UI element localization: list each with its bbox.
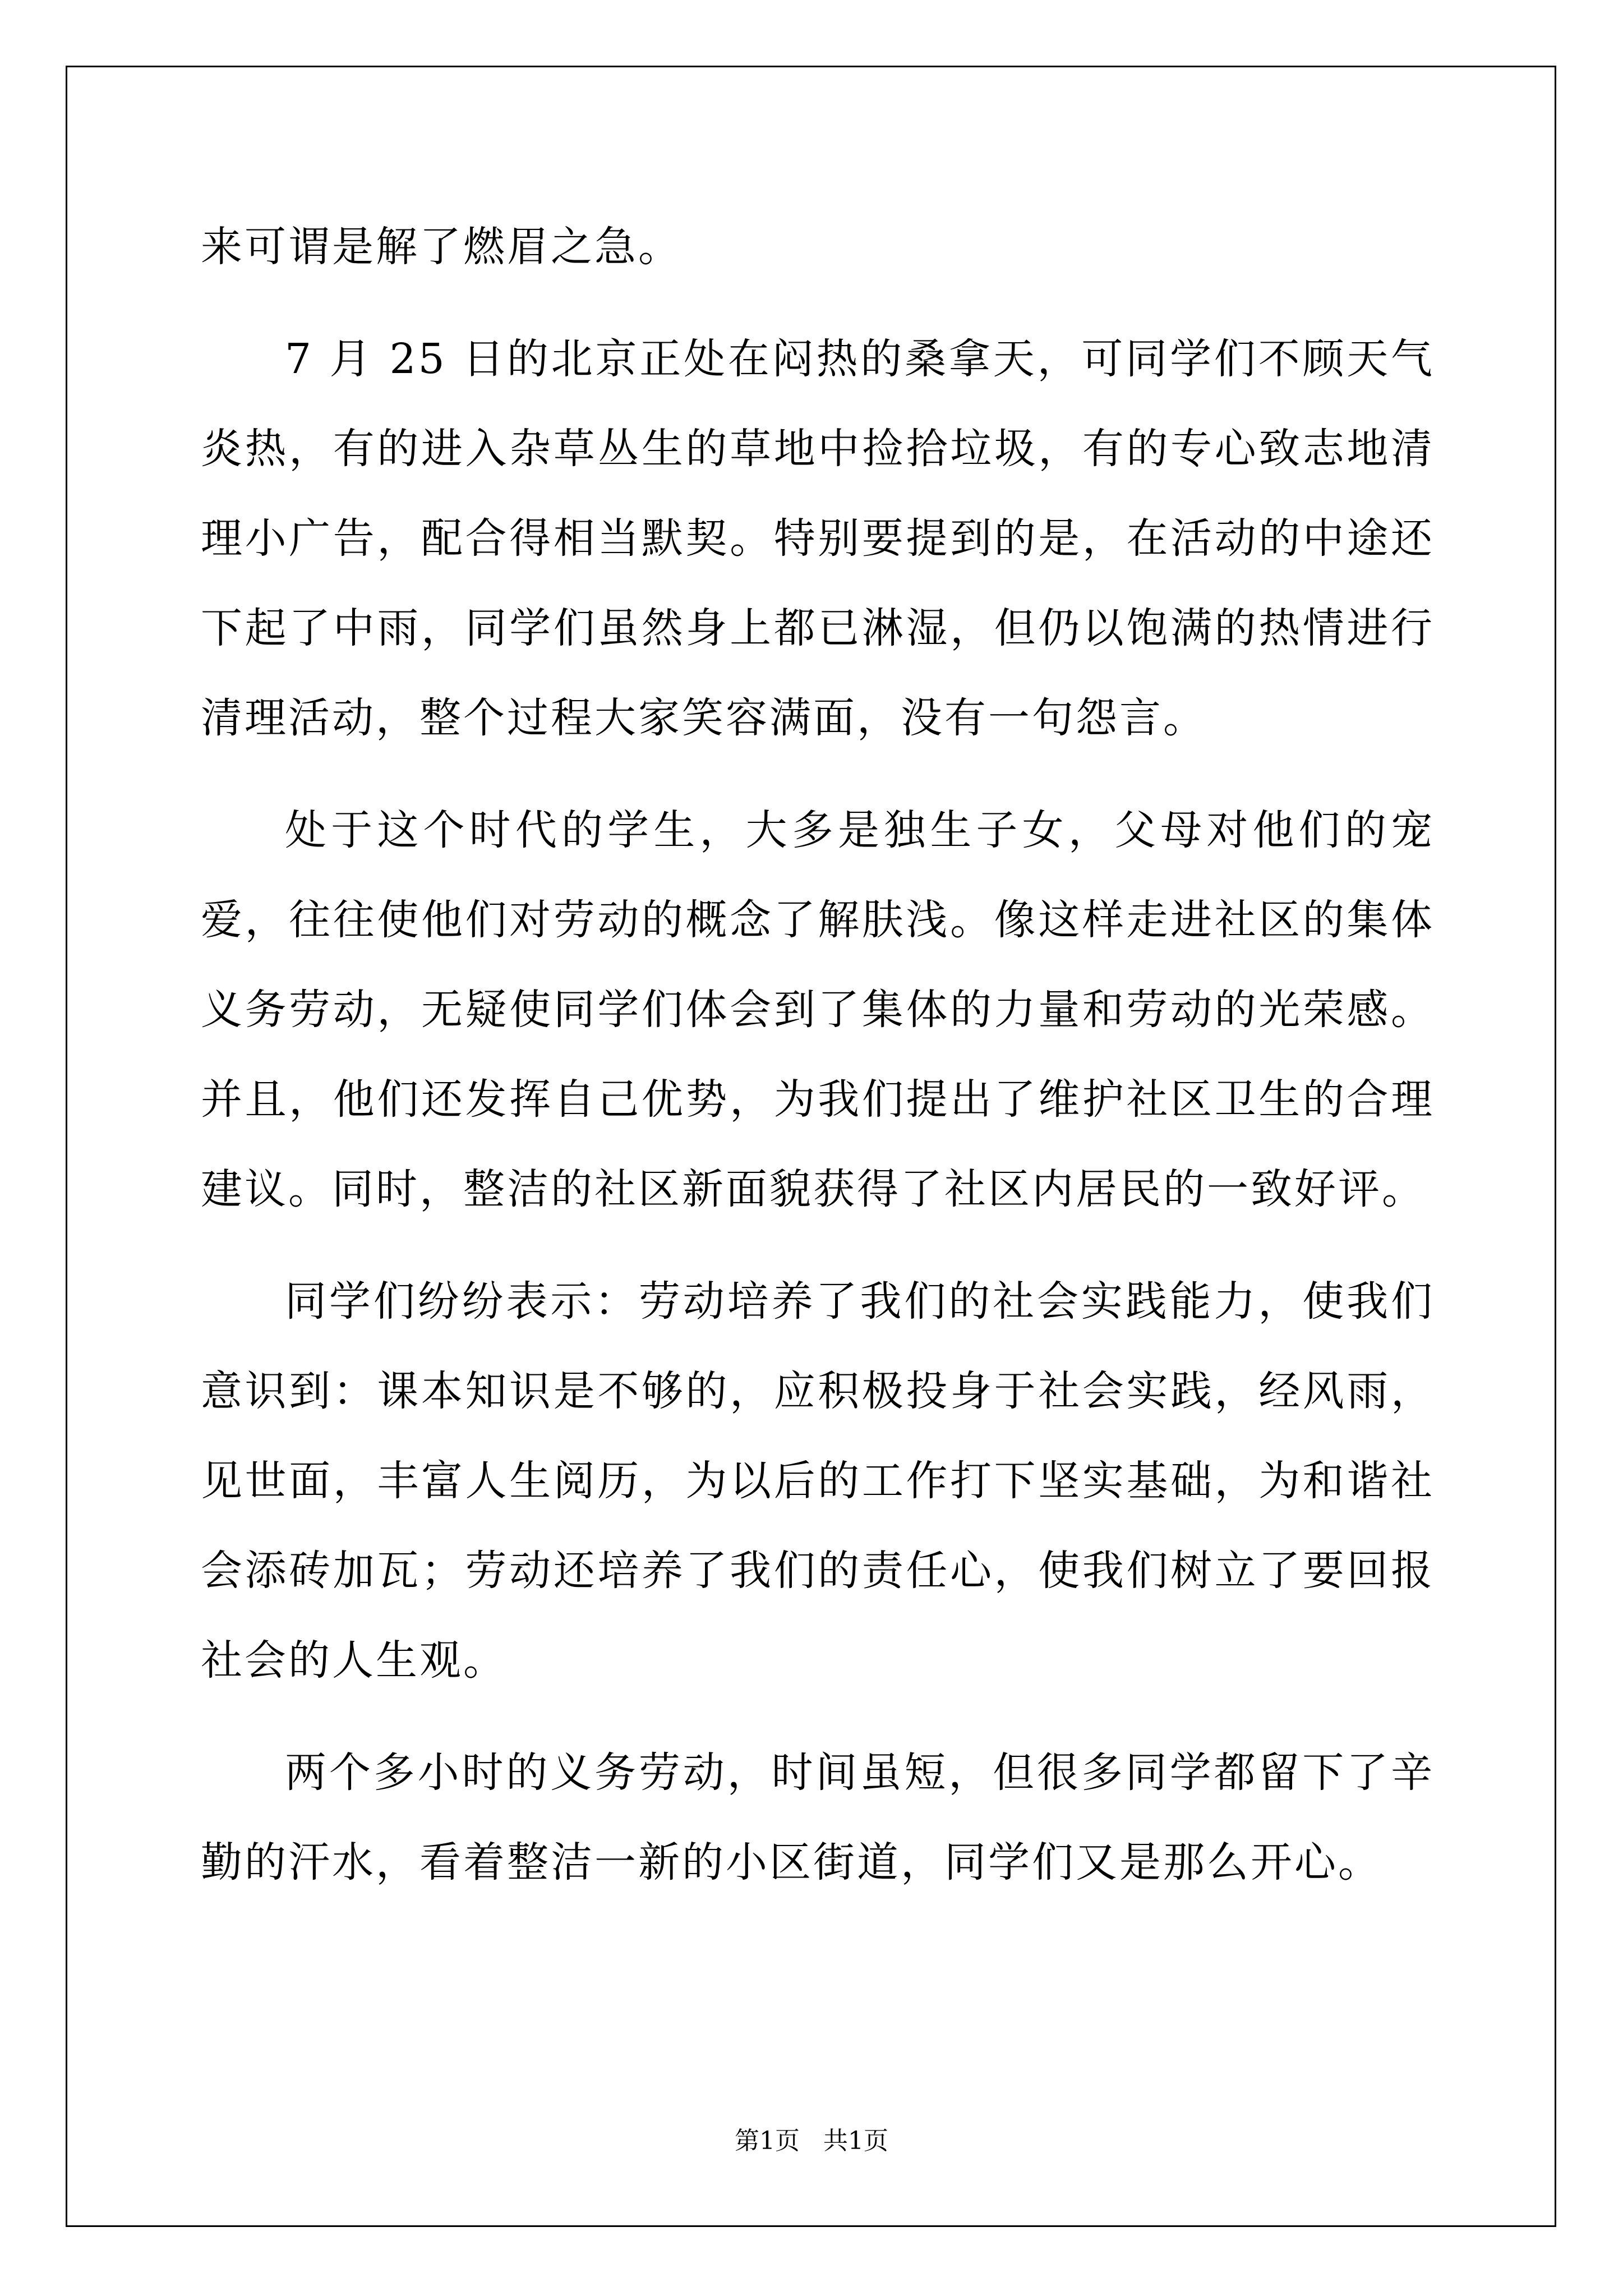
paragraph-3: 处于这个时代的学生，大多是独生子女，父母对他们的宠爱，往往使他们对劳动的概念了解肤浅。像这样走进社区的集体义务劳动，无疑使同学们体会到了集体的力量和劳动的光荣感。并且，他们还发挥自己优势，为我们提出了维护社区卫生的合理建议。同时，整洁的社区新面貌获得了社区内居民的一致好评。 (201, 806, 1435, 1213)
page-number: 第1页 (735, 2127, 800, 2155)
page-total: 共1页 (823, 2127, 888, 2155)
paragraph-2: 7 月 25 日的北京正处在闷热的桑拿天，可同学们不顾天气炎热，有的进入杂草丛生的草地中捡拾垃圾，有的专心致志地清理小广告，配合得相当默契。特别要提到的是，在活动的中途还下起了中雨，同学们虽然身上都已淋湿，但仍以饱满的热情进行清理活动，整个过程大家笑容满面，没有一句怨言。 (201, 335, 1435, 742)
paragraph-1: 来可谓是解了燃眉之急。 (201, 223, 682, 271)
paragraph-5: 两个多小时的义务劳动，时间虽短，但很多同学都留下了辛勤的汗水，看着整洁一新的小区街道，同学们又是那么开心。 (201, 1749, 1435, 1887)
paragraph-4: 同学们纷纷表示：劳动培养了我们的社会实践能力，使我们意识到：课本知识是不够的，应积极投身于社会实践，经风雨，见世面，丰富人生阅历，为以后的工作打下坚实基础，为和谐社会添砖加瓦；劳动还培养了我们的责任心，使我们树立了要回报社会的人生观。 (201, 1277, 1435, 1685)
page-footer (0, 2120, 1623, 2156)
document-body (201, 202, 1435, 1930)
